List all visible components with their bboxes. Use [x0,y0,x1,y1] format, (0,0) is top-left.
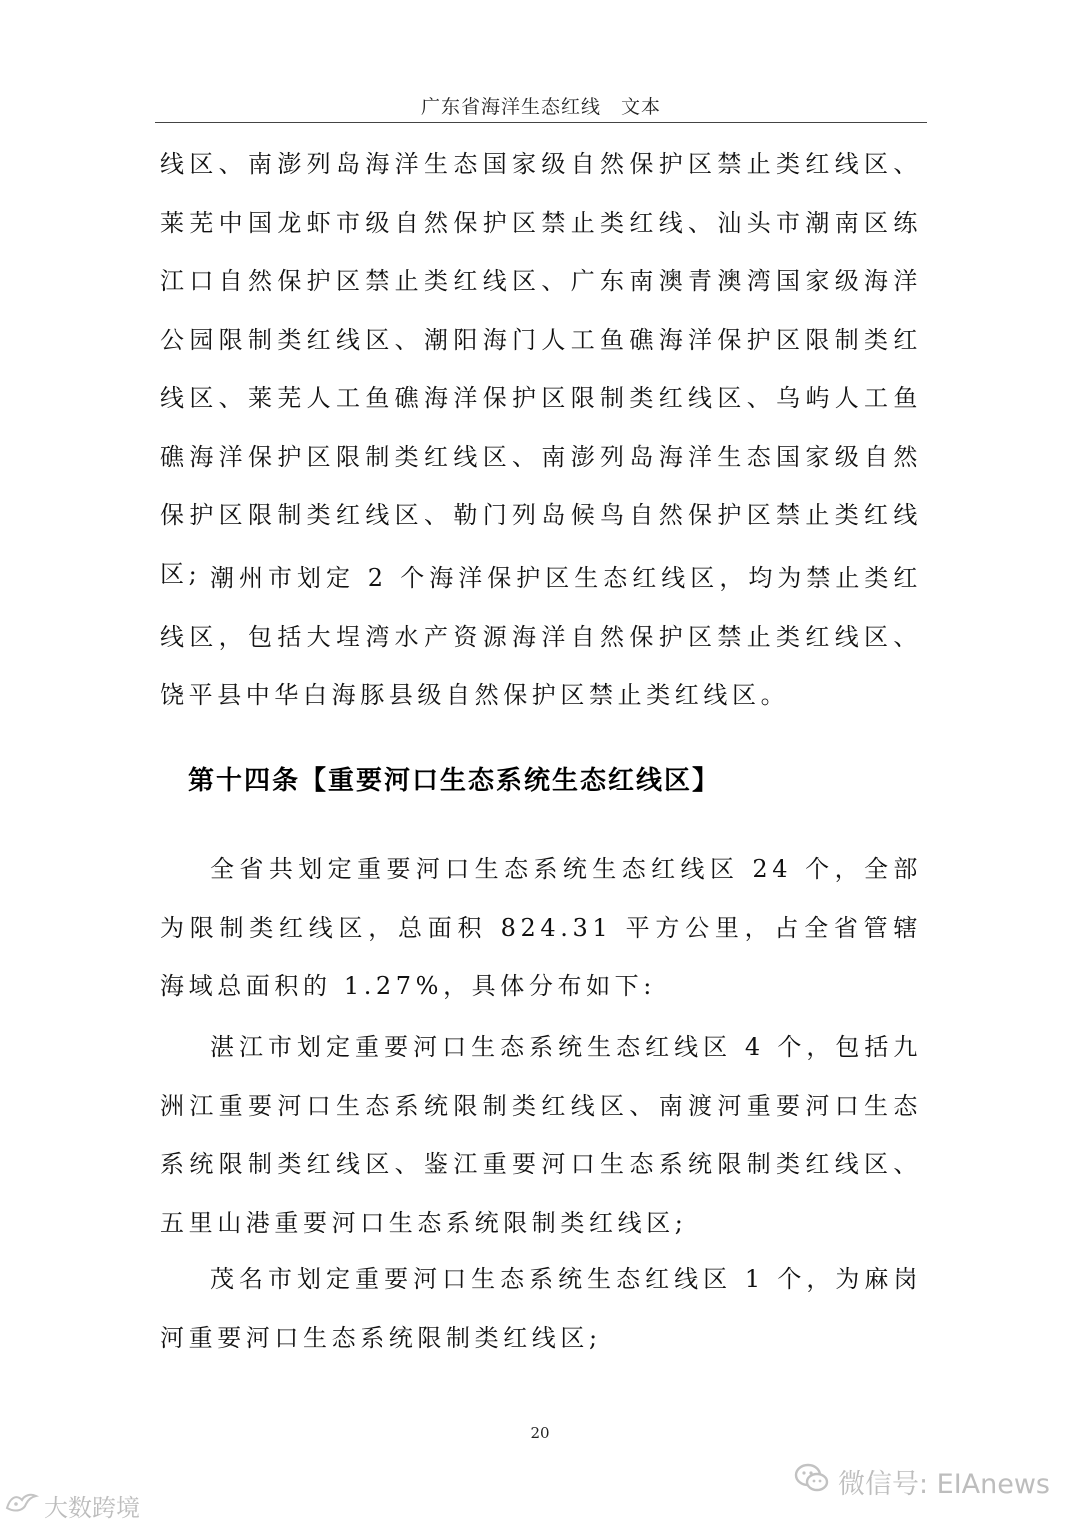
paragraph-zhanjiang [160,1018,922,1252]
page-number: 20 [530,1424,550,1442]
paragraph-text: 全省共划定重要河口生态系统生态红线区 24 个，全部为限制类红线区，总面积 824.31 平方公里，占全省管辖海域总面积的 1.27%，具体分布如下: [160,855,922,1000]
watermark-left-text: 大数跨境 [44,1494,140,1522]
wechat-icon [794,1462,830,1501]
article-heading: 第十四条【重要河口生态系统生态红线区】 [188,766,721,796]
paragraph-text: 线区、南澎列岛海洋生态国家级自然保护区禁止类红线区、莱芜中国龙虾市级自然保护区禁止类红线、汕头市潮南区练江口自然保护区禁止类红线区、广东南澳青澳湾国家级海洋公园限制类红线区、潮阳海门人工鱼礁海洋保护区限制类红线区、莱芜人工鱼礁海洋保护区限制类红线区、乌屿人工鱼礁海洋保护区限制类红线区、南澎列岛海洋生态国家级自然保护区限制类红线区、勒门列岛候鸟自然保护区禁止类红线区; [160,150,922,588]
watermark-right [794,1462,1050,1501]
paragraph-text: 茂名市划定重要河口生态系统生态红线区 1 个，为麻岗河重要河口生态系统限制类红线区; [160,1265,922,1352]
paragraph-maoming [160,1250,922,1367]
watermark-left [4,1488,140,1523]
bird-logo-icon [4,1490,40,1522]
paragraph-text: 湛江市划定重要河口生态系统生态红线区 4 个，包括九洲江重要河口生态系统限制类红线区、南渡河重要河口生态系统限制类红线区、鉴江重要河口生态系统限制类红线区、五里山港重要河口生态系统限制类红线区; [160,1033,922,1237]
paragraph-continuation [160,135,922,603]
paragraph-overview [160,840,922,1016]
watermark-right-text: 微信号: EIAnews [837,1469,1050,1500]
running-header: 广东省海洋生态红线 文本 [155,92,927,123]
paragraph-chaozhou [160,549,922,725]
paragraph-text: 潮州市划定 2 个海洋保护区生态红线区，均为禁止类红线区，包括大埕湾水产资源海洋自然保护区禁止类红线区、饶平县中华白海豚县级自然保护区禁止类红线区。 [160,564,922,709]
